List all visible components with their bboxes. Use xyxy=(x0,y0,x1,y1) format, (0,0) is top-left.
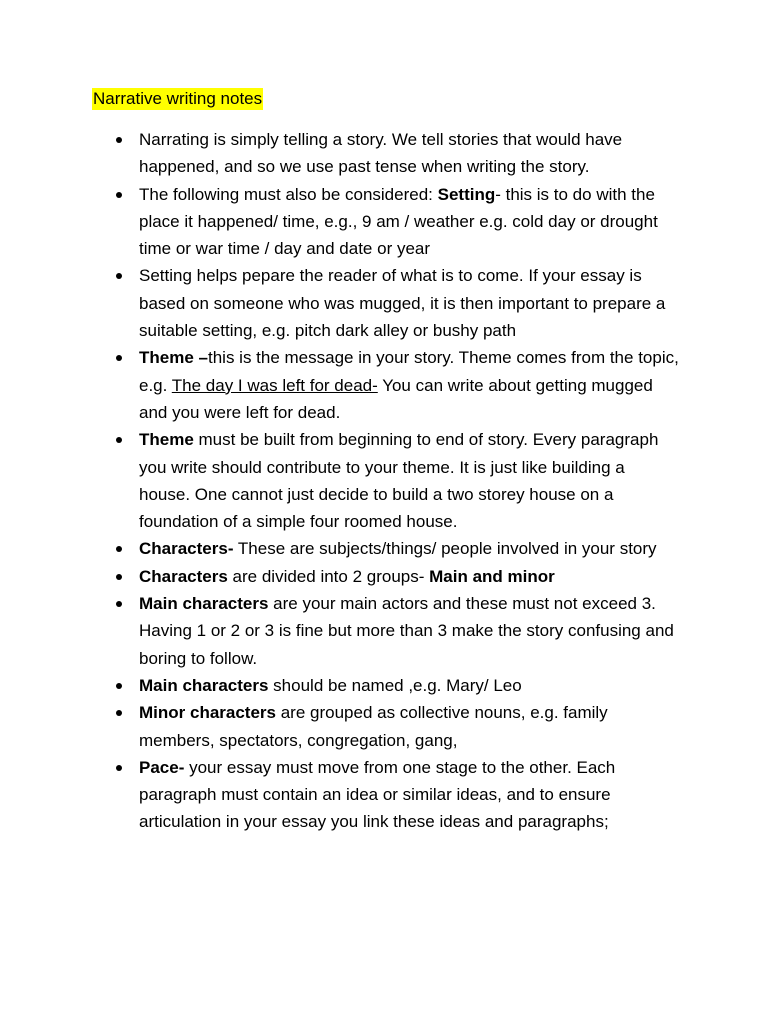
note-item xyxy=(139,262,679,344)
bullet-icon xyxy=(116,192,122,198)
bullet-icon xyxy=(116,574,122,580)
note-text: are your main actors and these must not exceed 3. Having 1 or 2 or 3 is fine but more than 3 make the story confusing and boring to follow. xyxy=(139,594,674,668)
bullet-icon xyxy=(116,683,122,689)
note-keyword: Minor characters xyxy=(139,703,276,723)
note-item xyxy=(139,754,679,836)
bullet-icon xyxy=(116,765,122,771)
note-keyword: Main characters xyxy=(139,594,269,614)
bullet-icon xyxy=(116,355,122,361)
note-text: Narrating is simply telling a story. We tell stories that would have happened, and so we use past tense when writing the story. xyxy=(139,130,623,177)
note-item xyxy=(139,126,679,181)
note-item xyxy=(139,426,679,535)
note-text: are grouped as collective nouns, e.g. family members, spectators, congregation, gang, xyxy=(139,703,608,750)
note-item xyxy=(139,181,679,263)
bullet-icon xyxy=(116,137,122,143)
notes-list xyxy=(0,126,768,836)
note-keyword: Theme – xyxy=(139,348,208,368)
note-item xyxy=(139,563,679,590)
note-keyword: Theme xyxy=(139,430,194,450)
bullet-icon xyxy=(116,601,122,607)
note-text: Setting helps pepare the reader of what is to come. If your essay is based on someone who was mugged, it is then important to prepare a suitable setting, e.g. pitch dark alley or bushy path xyxy=(139,266,666,341)
note-item xyxy=(139,344,679,426)
note-text: your essay must move from one stage to the other. Each paragraph must contain an idea or similar ideas, and to ensure articulation in your essay you link these ideas and paragraphs; xyxy=(139,757,616,832)
example-topic: The day I was left for dead- xyxy=(171,375,378,395)
note-keyword: Main characters xyxy=(139,675,269,695)
note-item xyxy=(139,590,679,672)
note-item xyxy=(139,699,679,754)
note-text: These are subjects/things/ people involved in your story xyxy=(233,539,657,559)
note-keyword: Characters xyxy=(139,566,228,586)
note-text: must be built from beginning to end of story. Every paragraph you write should contribute to your theme. It is just like building a house. One cannot just decide to build a two storey house on a foundation of a simple four roomed house. xyxy=(139,430,659,532)
note-item xyxy=(139,672,679,699)
note-text: are divided into 2 groups- xyxy=(227,566,430,586)
note-text: You can write about getting mugged and you were left for dead. xyxy=(139,375,653,422)
note-text: The following must also be considered: xyxy=(139,184,438,204)
note-keyword: Characters- xyxy=(139,539,234,559)
bullet-icon xyxy=(116,437,122,443)
note-keyword: Main and minor xyxy=(429,566,555,586)
document-title: Narrative writing notes xyxy=(93,89,263,108)
bullet-icon xyxy=(116,273,122,279)
note-text: - this is to do with the place it happened/ time, e.g., 9 am / weather e.g. cold day or drought time or war time / day and date or year xyxy=(139,184,658,259)
note-text: should be named ,e.g. Mary/ Leo xyxy=(268,675,522,695)
bullet-icon xyxy=(116,710,122,716)
note-keyword: Pace- xyxy=(139,757,185,777)
note-text: this is the message in your story. Theme comes from the topic, e.g. xyxy=(139,348,679,395)
bullet-icon xyxy=(116,546,122,552)
note-keyword: Setting xyxy=(437,184,496,204)
note-item xyxy=(139,535,679,562)
